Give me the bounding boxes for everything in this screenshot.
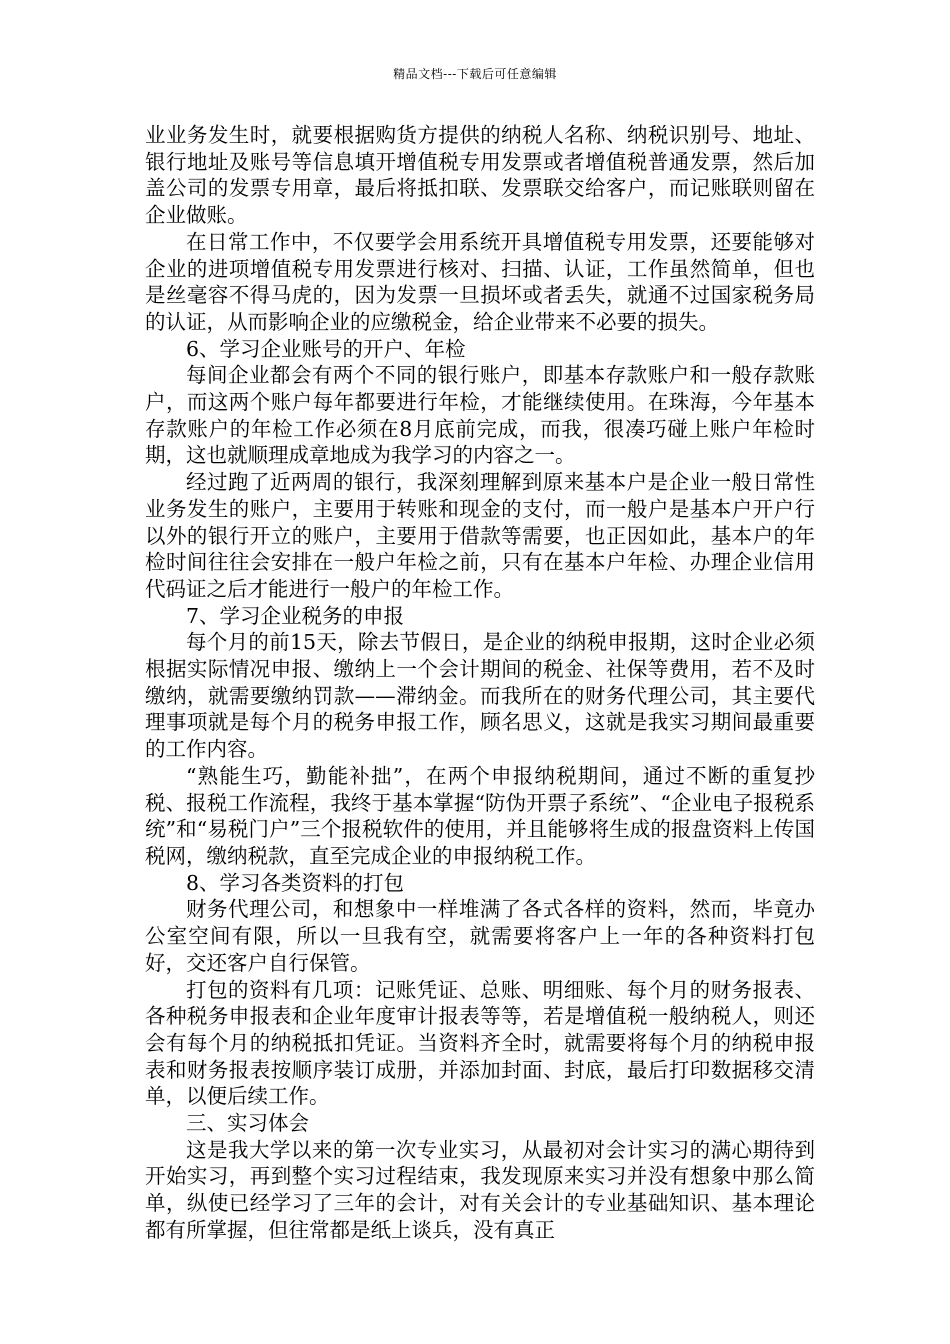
paragraph: 打包的资料有几项：记账凭证、总账、明细账、每个月的财务报表、各种税务申报表和企业年度审计报表等等，若是增值税一般纳税人，则还会有每个月的纳税抵扣凭证。当资料齐全时，就需要将每个月的纳税申报表和财务报表按顺序装订成册，并添加封面、封底，最后打印数据移交清单，以便后续工作。 bbox=[145, 977, 815, 1109]
page-header: 精品文档---下载后可任意编辑 bbox=[393, 67, 557, 81]
section-heading: 7、学习企业税务的申报 bbox=[186, 603, 405, 628]
paragraph: 每间企业都会有两个不同的银行账户，即基本存款账户和一般存款账户，而这两个账户每年都要进行年检，才能继续使用。在珠海，今年基本存款账户的年检工作必须在8月底前完成，而我，很凑巧碰上账户年检时期，这也就顺理成章地成为我学习的内容之一。 bbox=[145, 363, 815, 468]
section-heading: 8、学习各类资料的打包 bbox=[186, 870, 405, 895]
paragraph-continued: 业业务发生时，就要根据购货方提供的纳税人名称、纳税识别号、地址、银行地址及账号等信息填开增值税专用发票或者增值税普通发票，然后加盖公司的发票专用章，最后将抵扣联、发票联交给客户，而记账联则留在企业做账。 bbox=[145, 123, 815, 228]
paragraph: 这是我大学以来的第一次专业实习，从最初对会计实习的满心期待到开始实习，再到整个实习过程结束，我发现原来实习并没有想象中那么简单，纵使已经学习了三年的会计，对有关会计的专业基础知识、基本理论都有所掌握，但往常都是纸上谈兵，没有真正 bbox=[145, 1137, 815, 1242]
paragraph: “熟能生巧，勤能补拙”，在两个申报纳税期间，通过不断的重复抄税、报税工作流程，我终于基本掌握“防伪开票子系统”、“企业电子报税系统”和“易税门户”三个报税软件的使用，并且能够将生成的报盘资料上传国税网，缴纳税款，直至完成企业的申报纳税工作。 bbox=[145, 763, 815, 868]
section-heading: 三、实习体会 bbox=[186, 1111, 309, 1136]
document-body bbox=[145, 122, 815, 1244]
paragraph: 财务代理公司，和想象中一样堆满了各式各样的资料，然而，毕竟办公室空间有限，所以一旦我有空，就需要将客户上一年的各种资料打包好，交还客户自行保管。 bbox=[145, 897, 815, 975]
section-heading: 6、学习企业账号的开户、年检 bbox=[186, 336, 466, 361]
paragraph: 每个月的前15天，除去节假日，是企业的纳税申报期，这时企业必须根据实际情况申报、缴纳上一个会计期间的税金、社保等费用，若不及时缴纳，就需要缴纳罚款——滞纳金。而我所在的财务代理公司，其主要代理事项就是每个月的税务申报工作，顾名思义，这就是我实习期间最重要的工作内容。 bbox=[145, 630, 815, 762]
paragraph: 经过跑了近两周的银行，我深刻理解到原来基本户是企业一般日常性业务发生的账户，主要用于转账和现金的支付，而一般户是基本户开户行以外的银行开立的账户，主要用于借款等需要，也正因如此，基本户的年检时间往往会安排在一般户年检之前，只有在基本户年检、办理企业信用代码证之后才能进行一般户的年检工作。 bbox=[145, 470, 815, 601]
paragraph: 在日常工作中，不仅要学会用系统开具增值税专用发票，还要能够对企业的进项增值税专用发票进行核对、扫描、认证，工作虽然简单，但也是丝毫容不得马虎的，因为发票一旦损坏或者丢失，就通不过国家税务局的认证，从而影响企业的应缴税金，给企业带来不必要的损失。 bbox=[145, 229, 815, 334]
